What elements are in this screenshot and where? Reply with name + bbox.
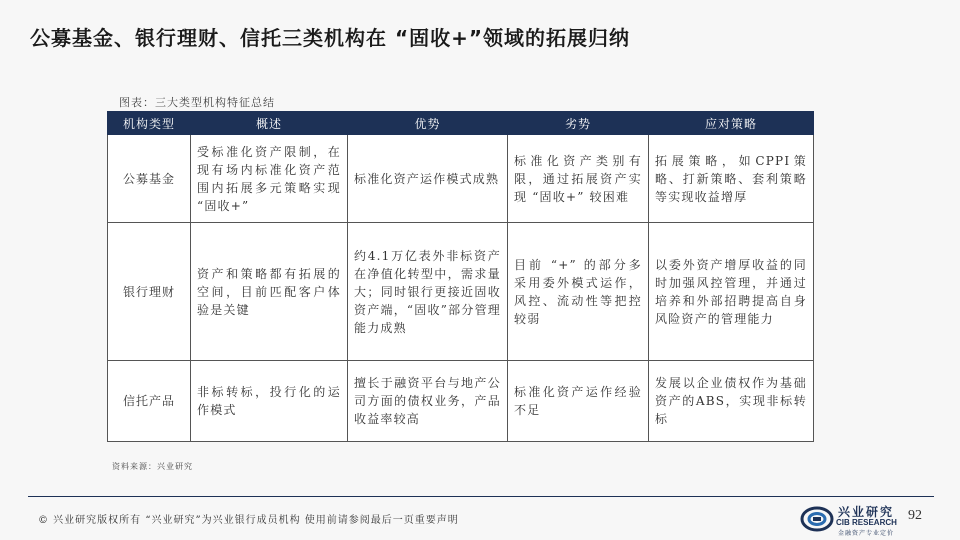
- table-caption: 图表：三大类型机构特征总结: [119, 96, 275, 109]
- header-disadvantage: 劣势: [508, 112, 649, 135]
- cell-advantage: 约4.1万亿表外非标资产在净值化转型中，需求量大；同时银行更接近固收资产端，“固收”部分管理能力成熟: [348, 223, 508, 361]
- cell-overview: 受标准化资产限制，在现有场内标准化资产范围内拓展多元策略实现 “固收+”: [191, 135, 348, 223]
- logo-name-cn: 兴业研究: [838, 505, 895, 519]
- cell-advantage: 擅长于融资平台与地产公司方面的债权业务，产品收益率较高: [348, 361, 508, 442]
- cell-overview: 资产和策略都有拓展的空间，目前匹配客户体验是关键: [191, 223, 348, 361]
- cell-advantage: 标准化资产运作模式成熟: [348, 135, 508, 223]
- header-advantage: 优势: [348, 112, 508, 135]
- cib-research-logo: [800, 502, 900, 536]
- header-overview: 概述: [191, 112, 348, 135]
- slide-title: 公募基金、银行理财、信托三类机构在 “固收+”领域的拓展归纳: [30, 26, 631, 50]
- cell-strategy: 以委外资产增厚收益的同时加强风控管理，并通过培养和外部招聘提高自身风险资产的管理能力: [649, 223, 814, 361]
- table-row: [108, 223, 814, 361]
- logo-name-en: CIB RESEARCH: [836, 518, 897, 527]
- footer-divider: [28, 496, 934, 497]
- source-note: 资料来源：兴业研究: [112, 462, 193, 471]
- header-strategy: 应对策略: [649, 112, 814, 135]
- logo-tagline: 金融资产专业定价: [838, 530, 895, 537]
- cell-disadvantage: 标准化资产类别有限，通过拓展资产实现 “固收+” 较困难: [508, 135, 649, 223]
- table-row: [108, 135, 814, 223]
- header-institution-type: 机构类型: [108, 112, 191, 135]
- cell-institution-type: 公募基金: [108, 135, 191, 223]
- institution-comparison-table: [107, 111, 814, 442]
- cib-logo-icon: [800, 506, 834, 532]
- cell-strategy: 发展以企业债权作为基础资产的ABS，实现非标转标: [649, 361, 814, 442]
- table-row: [108, 361, 814, 442]
- cell-strategy: 拓展策略，如CPPI策略、打新策略、套利策略等实现收益增厚: [649, 135, 814, 223]
- table-header-row: [108, 112, 814, 135]
- cell-institution-type: 银行理财: [108, 223, 191, 361]
- cell-disadvantage: 目前 “+” 的部分多采用委外模式运作，风控、流动性等把控较弱: [508, 223, 649, 361]
- footer-copyright: © 兴业研究版权所有 “兴业研究”为兴业银行成员机构 使用前请参阅最后一页重要声明: [38, 515, 459, 526]
- cell-institution-type: 信托产品: [108, 361, 191, 442]
- cell-overview: 非标转标，投行化的运作模式: [191, 361, 348, 442]
- cell-disadvantage: 标准化资产运作经验不足: [508, 361, 649, 442]
- page-number: 92: [908, 508, 922, 523]
